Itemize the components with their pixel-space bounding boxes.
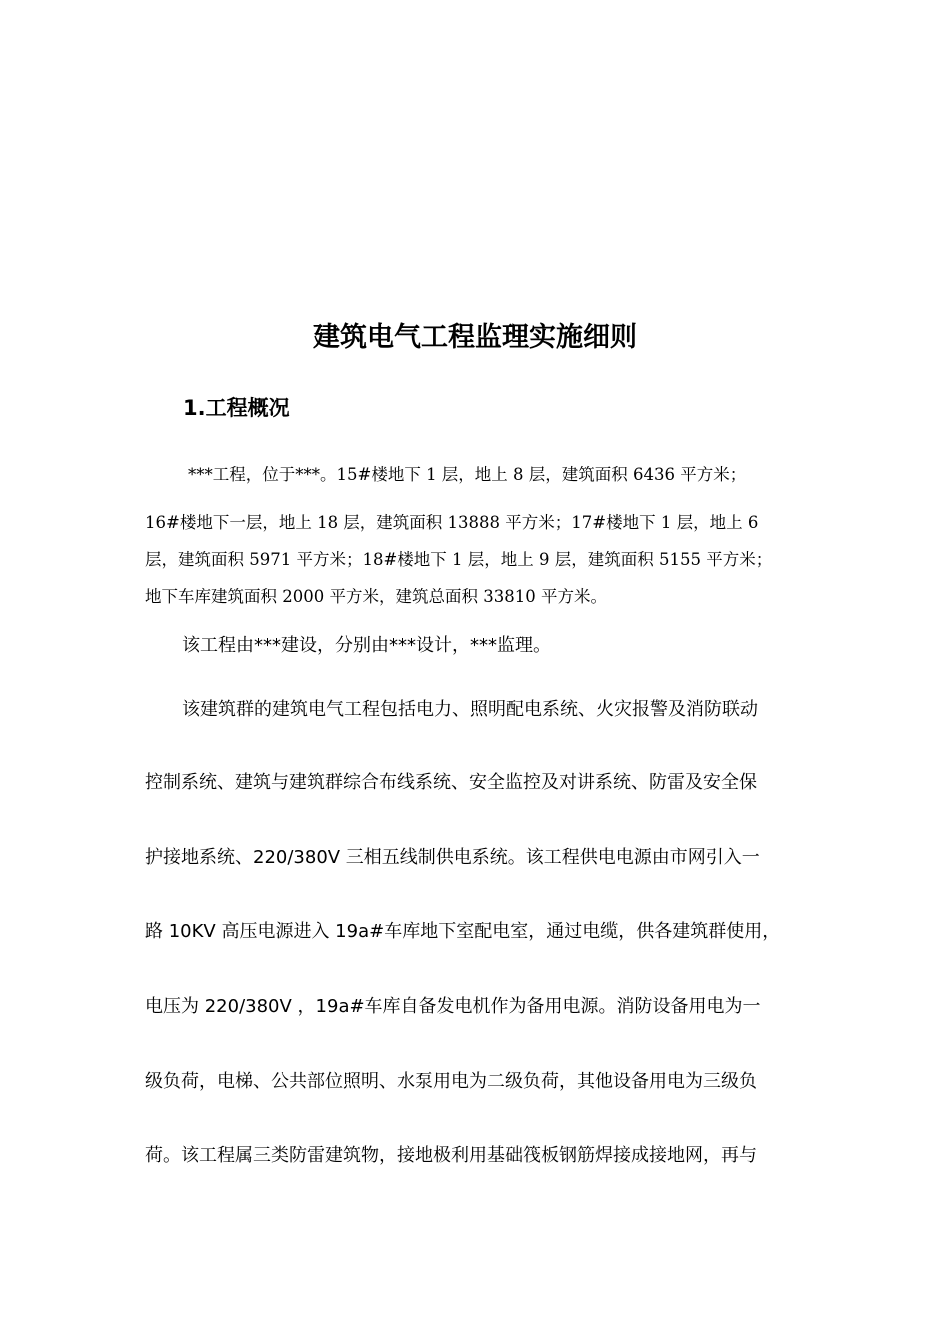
document-title: 建筑电气工程监理实施细则 [313,322,637,353]
overview-line: 16#楼地下一层，地上 18 层，建筑面积 13888 平方米；17#楼地下 1 层，地上 6 [145,513,759,532]
overview-line: 层，建筑面积 5971 平方米；18#楼地下 1 层，地上 9 层，建筑面积 5155 平方米； [145,550,773,569]
electrical-line: 级负荷，电梯、公共部位照明、水泵用电为二级负荷，其他设备用电为三级负 [145,1071,757,1092]
section-heading: 1.工程概况 [183,396,290,420]
electrical-line: 护接地系统、220/380V 三相五线制供电系统。该工程供电电源由市网引入一 [145,847,760,868]
electrical-line: 荷。该工程属三类防雷建筑物，接地极利用基础筏板钢筋焊接成接地网，再与 [145,1145,757,1166]
electrical-line: 路 10KV 高压电源进入 19a#车库地下室配电室，通过电缆，供各建筑群使用， [145,921,781,942]
electrical-line: 该建筑群的建筑电气工程包括电力、照明配电系统、火灾报警及消防联动 [182,699,758,720]
parties-paragraph: 该工程由***建设，分别由***设计，***监理。 [182,635,551,656]
overview-line: 地下车库建筑面积 2000 平方米，建筑总面积 33810 平方米。 [145,587,607,606]
electrical-line: 控制系统、建筑与建筑群综合布线系统、安全监控及对讲系统、防雷及安全保 [145,772,757,793]
overview-line: ***工程，位于***。15#楼地下 1 层，地上 8 层，建筑面积 6436 平方米； [188,465,747,484]
electrical-line: 电压为 220/380V ，19a#车库自备发电机作为备用电源。消防设备用电为一 [145,996,761,1017]
